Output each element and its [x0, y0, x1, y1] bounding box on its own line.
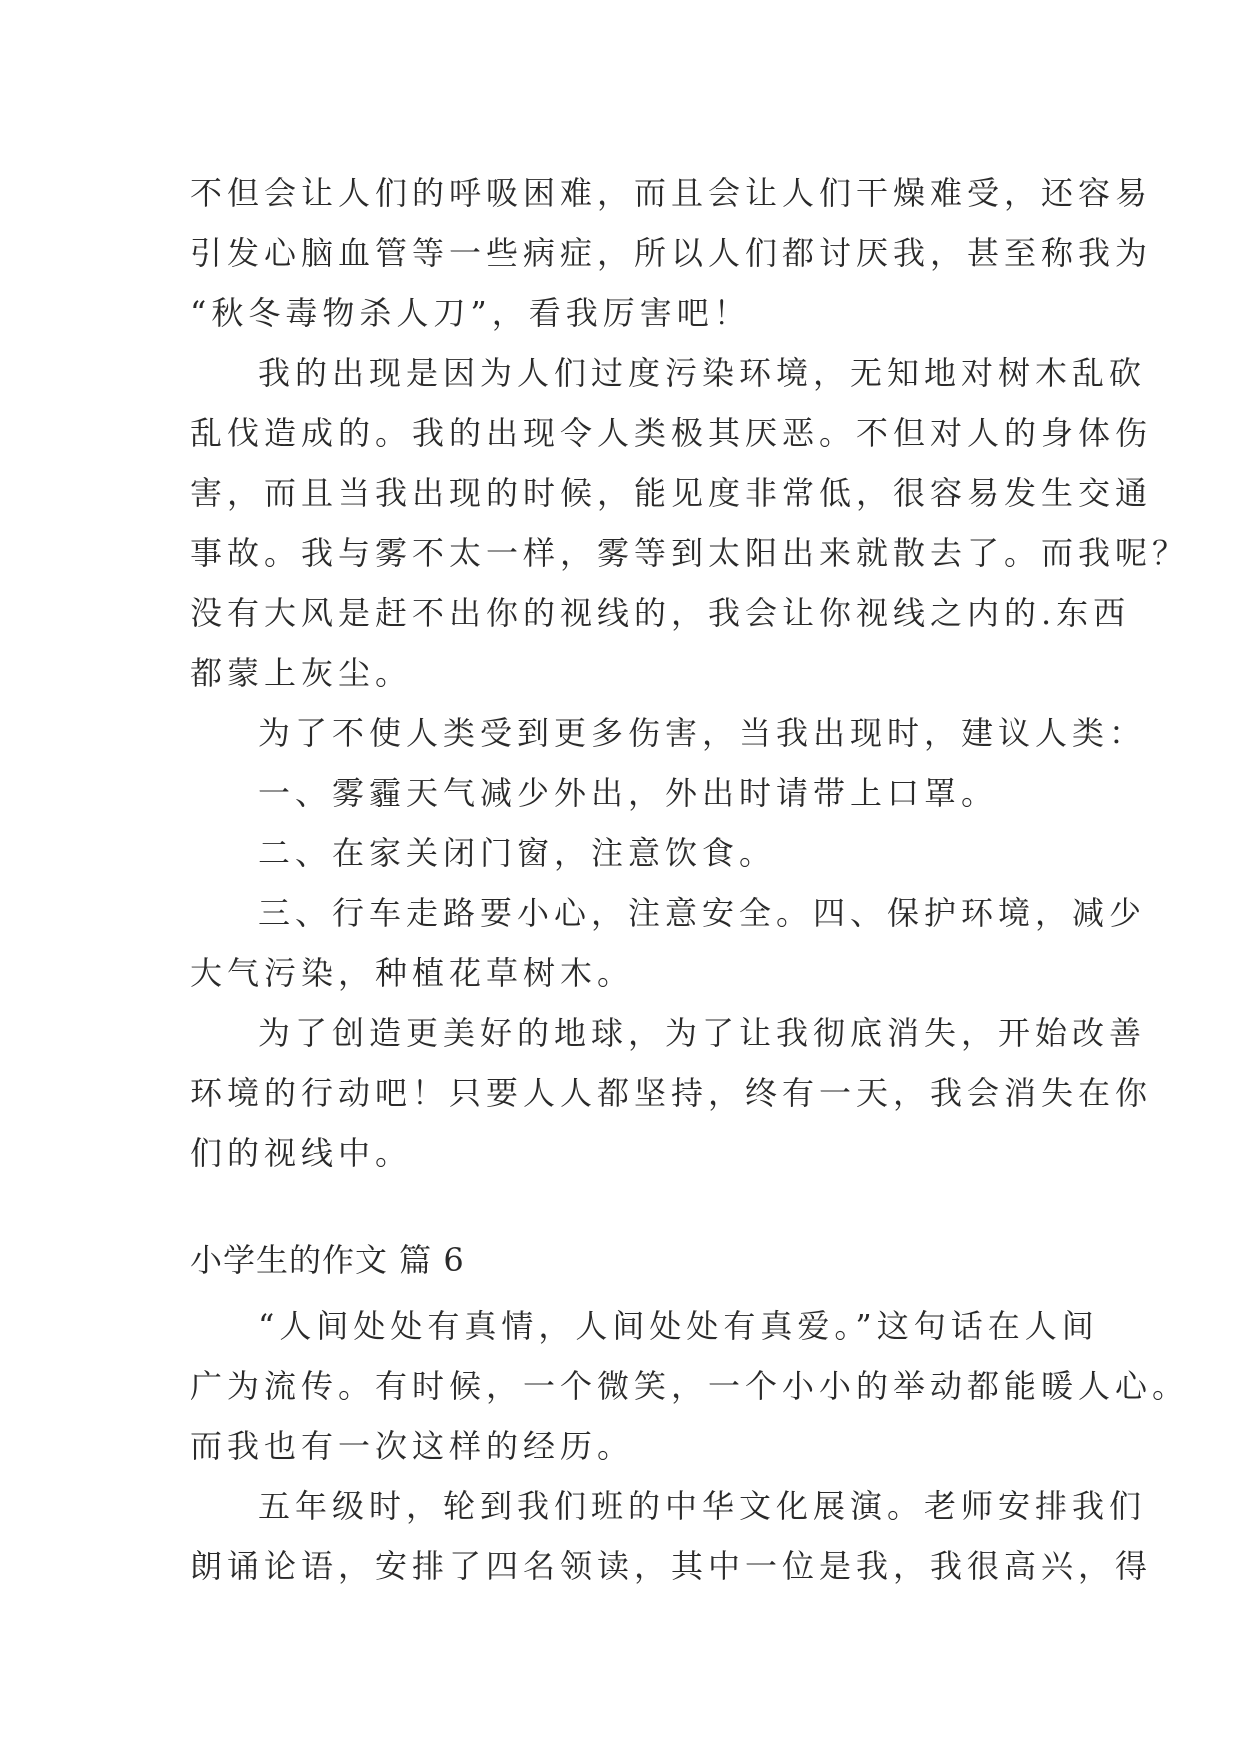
paragraph-line: 为了不使人类受到更多伤害，当我出现时，建议人类： [258, 714, 1147, 752]
paragraph-line: 广为流传。有时候，一个微笑，一个小小的举动都能暖人心。 [190, 1367, 1190, 1405]
paragraph-line: 害，而且当我出现的时候，能见度非常低，很容易发生交通 [190, 474, 1153, 512]
paragraph-line: 没有大风是赶不出你的视线的，我会让你视线之内的.东西 [190, 594, 1131, 632]
paragraph-line: 为了创造更美好的地球，为了让我彻底消失，开始改善 [258, 1014, 1147, 1052]
paragraph-line: 我的出现是因为人们过度污染环境，无知地对树木乱砍 [258, 354, 1147, 392]
paragraph-line: 朗诵论语，安排了四名领读，其中一位是我，我很高兴，得 [190, 1547, 1153, 1585]
paragraph-line: 不但会让人们的呼吸困难，而且会让人们干燥难受，还容易 [190, 174, 1153, 212]
list-item: 大气污染，种植花草树木。 [190, 954, 635, 992]
paragraph-line: 环境的行动吧！只要人人都坚持，终有一天，我会消失在你 [190, 1074, 1153, 1112]
paragraph-line: 都蒙上灰尘。 [190, 654, 413, 692]
list-item: 一、雾霾天气减少外出，外出时请带上口罩。 [258, 774, 999, 812]
paragraph-line: 五年级时，轮到我们班的中华文化展演。老师安排我们 [258, 1487, 1147, 1525]
list-item: 三、行车走路要小心，注意安全。四、保护环境，减少 [258, 894, 1147, 932]
list-item: 二、在家关闭门窗，注意饮食。 [258, 834, 777, 872]
paragraph-line: 而我也有一次这样的经历。 [190, 1427, 635, 1465]
paragraph-line: 们的视线中。 [190, 1134, 413, 1172]
section-title: 小学生的作文 篇 6 [190, 1241, 465, 1279]
paragraph-line: “人间处处有真情，人间处处有真爱。”这句话在人间 [258, 1307, 1099, 1345]
paragraph-line: 乱伐造成的。我的出现令人类极其厌恶。不但对人的身体伤 [190, 414, 1153, 452]
paragraph-line: “秋冬毒物杀人刀”，看我厉害吧！ [190, 294, 751, 332]
paragraph-line: 引发心脑血管等一些病症，所以人们都讨厌我，甚至称我为 [190, 234, 1153, 272]
paragraph-line: 事故。我与雾不太一样，雾等到太阳出来就散去了。而我呢？ [190, 534, 1190, 572]
